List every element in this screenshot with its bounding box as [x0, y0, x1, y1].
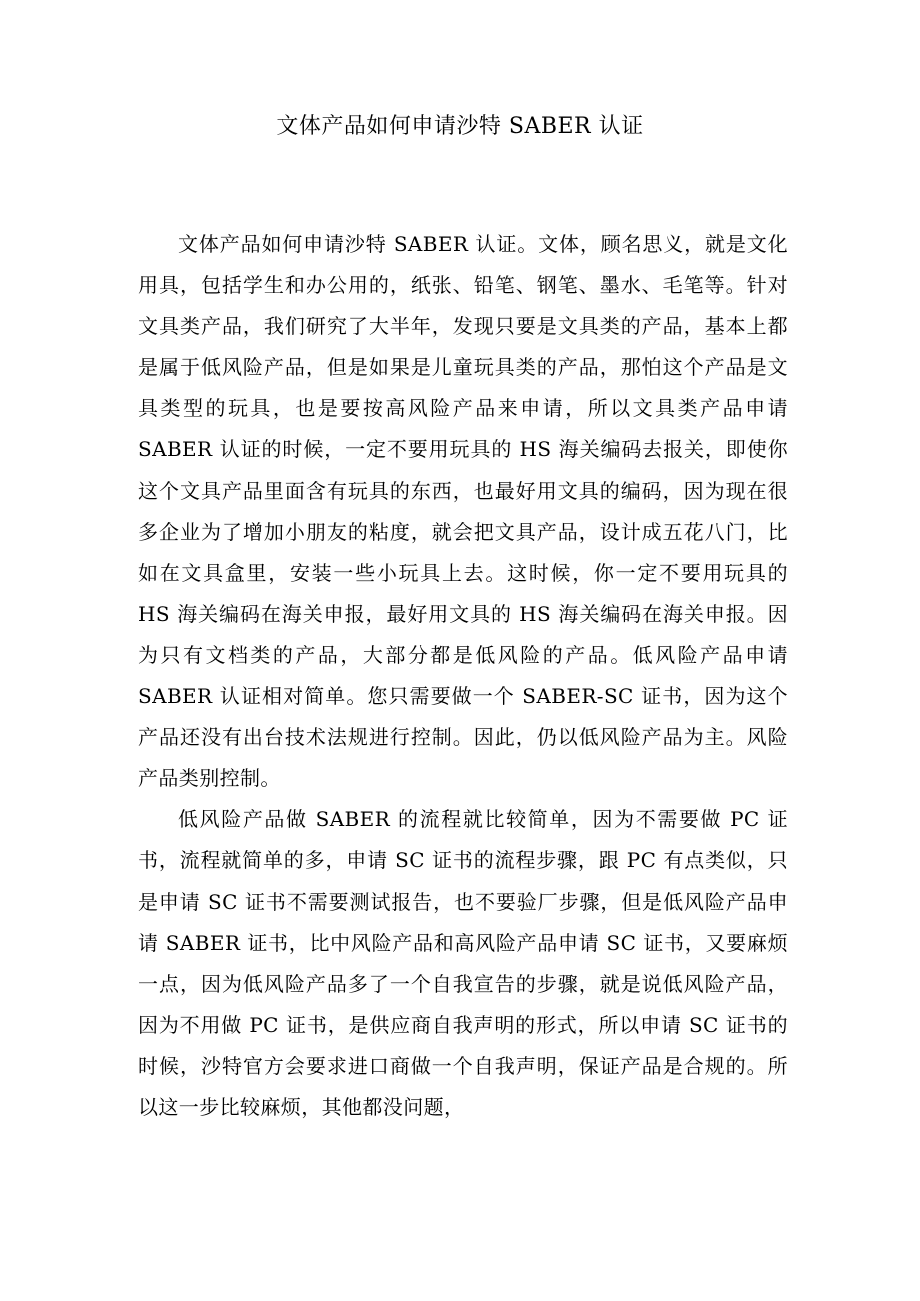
- paragraph-1: 文体产品如何申请沙特 SABER 认证。文体，顾名思义，就是文化用具，包括学生和办公用的，纸张、铅笔、钢笔、墨水、毛笔等。针对文具类产品，我们研究了大半年，发现只要是文具类的产品，基本上都是属于低风险产品，但是如果是儿童玩具类的产品，那怕这个产品是文具类型的玩具，也是要按高风险产品来申请，所以文具类产品申请 SABER 认证的时候，一定不要用玩具的 HS 海关编码去报关，即使你这个文具产品里面含有玩具的东西，也最好用文具的编码，因为现在很多企业为了增加小朋友的粘度，就会把文具产品，设计成五花八门，比如在文具盒里，安装一些小玩具上去。这时候，你一定不要用玩具的 HS 海关编码在海关申报，最好用文具的 HS 海关编码在海关申报。因为只有文档类的产品，大部分都是低风险的产品。低风险产品申请 SABER 认证相对简单。您只需要做一个 SABER-SC 证书，因为这个产品还没有出台技术法规进行控制。因此，仍以低风险产品为主。风险产品类别控制。: [138, 232, 788, 791]
- document-body: [138, 224, 788, 1128]
- paragraph-2: 低风险产品做 SABER 的流程就比较简单，因为不需要做 PC 证书，流程就简单的多，申请 SC 证书的流程步骤，跟 PC 有点类似，只是申请 SC 证书不需要测试报告，也不要验厂步骤，但是低风险产品申请 SABER 证书，比中风险产品和高风险产品申请 SC 证书，又要麻烦一点，因为低风险产品多了一个自我宣告的步骤，就是说低风险产品，因为不用做 PC 证书，是供应商自我声明的形式，所以申请 SC 证书的时候，沙特官方会要求进口商做一个自我声明，保证产品是合规的。所以这一步比较麻烦，其他都没问题，: [138, 807, 788, 1119]
- document-title: 文体产品如何申请沙特 SABER 认证: [276, 114, 644, 139]
